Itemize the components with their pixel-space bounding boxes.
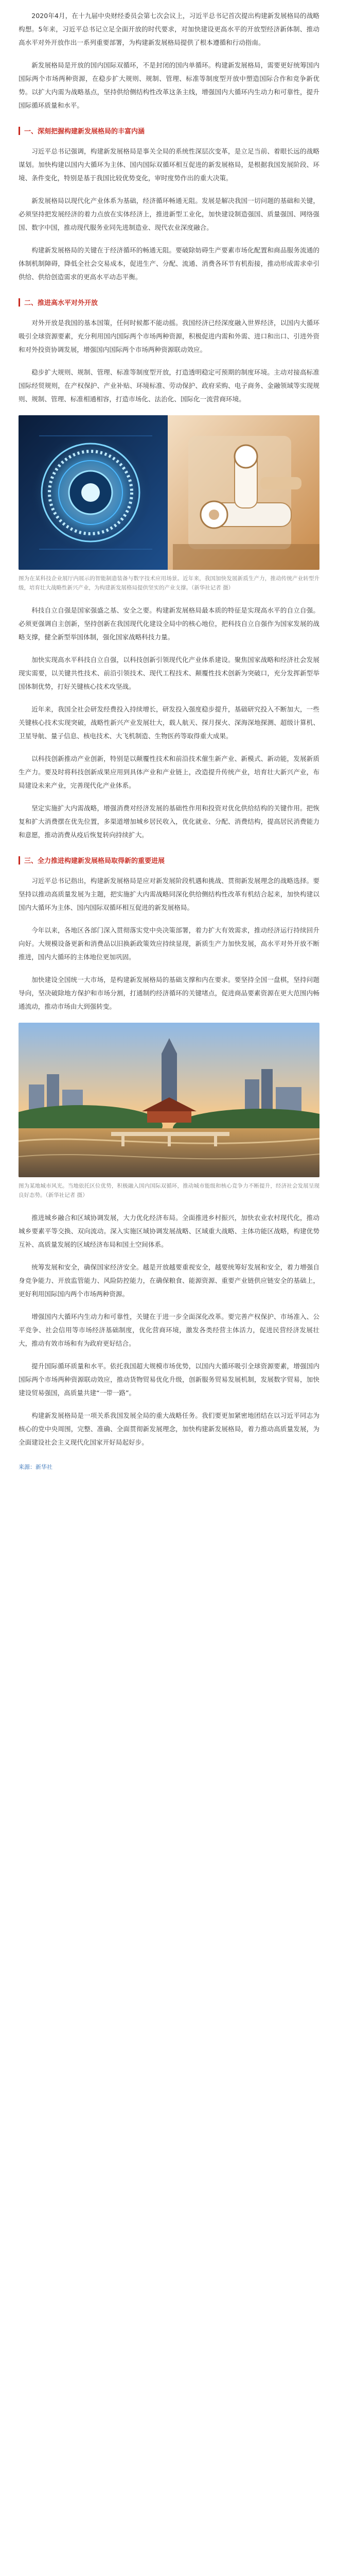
article-paragraph: 构建新发展格局的关键在于经济循环的畅通无阻。要破除妨碍生产要素市场化配置和商品服务流通的体制机制障碍，降低全社会交易成本，促进生产、分配、流通、消费各环节有机衔接，推动形成需求牵引供给、供给创造需求的更高水平动态平衡。 bbox=[19, 246, 319, 281]
article-paragraph: 习近平总书记指出，构建新发展格局是应对新发展阶段机遇和挑战、贯彻新发展理念的战略选择。要坚持以推动高质量发展为主题，把实施扩大内需战略同深化供给侧结构性改革有机结合起来，加快构建以国内大循环为主体、国内国际双循环相互促进的新发展格局。 bbox=[19, 877, 319, 911]
article-paragraph: 新发展格局以现代化产业体系为基础，经济循环畅通无阻。发展是解决我国一切问题的基础和关键，必须坚持把发展经济的着力点放在实体经济上，推进新型工业化，加快建设制造强国、质量强国、网络强国、数字中国，推动现代服务业同先进制造业、现代农业深度融合。 bbox=[19, 197, 319, 231]
cityscape-photo bbox=[19, 1023, 319, 1177]
section-heading-text: 三、全力推进构建新发展格局取得新的重要进展 bbox=[24, 857, 165, 865]
article-paragraph: 习近平总书记强调，构建新发展格局是事关全局的系统性深层次变革，是立足当前、着眼长远的战略谋划。加快构建以国内大循环为主体、国内国际双循环相互促进的新发展格局，是根据我国发展阶段、环境、条件变化，特别是基于我国比较优势变化，审时度势作出的重大决策。 bbox=[19, 147, 319, 182]
article-paragraph: 今年以来，各地区各部门深入贯彻落实党中央决策部署，着力扩大有效需求，推动经济运行持续回升向好。大规模设备更新和消费品以旧换新政策效应持续显现，新质生产力加快发展，高水平对外开放不断推进，国内大循环的主体地位更加巩固。 bbox=[19, 926, 319, 961]
article-paragraph: 对外开放是我国的基本国策，任何时候都不能动摇。我国经济已经深度融入世界经济，以国内大循环吸引全球资源要素，充分利用国内国际两个市场两种资源，积极促进内需和外需、进口和出口、引进外资和对外投资协调发展，增强国内国际两个市场两种资源联动效应。 bbox=[19, 319, 319, 353]
figure-technology bbox=[19, 415, 319, 592]
article-paragraph: 科技自立自强是国家强盛之基、安全之要。构建新发展格局最本质的特征是实现高水平的自立自强。必须更强调自主创新，坚持创新在我国现代化建设全局中的核心地位，把科技自立自强作为国家发展的战略支撑，健全新型举国体制，强化国家战略科技力量。 bbox=[19, 606, 319, 641]
article-paragraph: 坚定实施扩大内需战略，增强消费对经济发展的基础性作用和投资对优化供给结构的关键作用。把恢复和扩大消费摆在优先位置，多渠道增加城乡居民收入，优化就业、分配、消费结构，提高居民消费能力和意愿，推动消费从疫后恢复转向持续扩大。 bbox=[19, 804, 319, 839]
figure-caption: 图为某地城市风光。当地依托区位优势，积极融入国内国际双循环，推动城市能级和核心竞争力不断提升，经济社会发展呈现良好态势。（新华社记者 摄） bbox=[19, 1183, 319, 1198]
article-paragraph: 推进城乡融合和区域协调发展，大力优化经济布局。全面推进乡村振兴，加快农业农村现代化，推动城乡要素平等交换、双向流动。深入实施区域协调发展战略、区域重大战略、主体功能区战略，构建优势互补、高质量发展的区域经济布局和国土空间体系。 bbox=[19, 1214, 319, 1248]
section-heading bbox=[19, 297, 319, 307]
article-paragraph: 新发展格局是开放的国内国际双循环，不是封闭的国内单循环。构建新发展格局，需要更好统筹国内国际两个市场两种资源，在稳步扩大规则、规制、管理、标准等制度型开放中塑造国际合作和竞争新优势。以扩大内需为战略基点，坚持供给侧结构性改革这条主线，增强国内大循环内生动力和可靠性，提升国际循环质量和水平。 bbox=[19, 61, 319, 109]
section-heading bbox=[19, 855, 319, 865]
heading-accent-bar bbox=[19, 127, 20, 135]
heading-accent-bar bbox=[19, 856, 20, 865]
article-paragraph: 提升国际循环质量和水平。依托我国超大规模市场优势，以国内大循环吸引全球资源要素，增强国内国际两个市场两种资源联动效应，推动货物贸易优化升级，创新服务贸易发展机制，发展数字贸易，加快建设贸易强国，高质量共建“一带一路”。 bbox=[19, 1362, 319, 1397]
article-paragraph: 增强国内大循环内生动力和可靠性，关键在于进一步全面深化改革。要完善产权保护、市场准入、公平竞争、社会信用等市场经济基础制度，优化营商环境，激发各类经营主体活力，促进民营经济发展壮大，推动有效市场和有为政府更好结合。 bbox=[19, 1313, 319, 1347]
article-paragraph: 稳步扩大规则、规制、管理、标准等制度型开放，打造透明稳定可预期的制度环境。主动对接高标准国际经贸规则，在产权保护、产业补贴、环境标准、劳动保护、政府采购、电子商务、金融领域等实现规则、规制、管理、标准相通相容，打造市场化、法治化、国际化一流营商环境。 bbox=[19, 368, 319, 403]
source-label: 来源：新华社 bbox=[19, 1464, 52, 1470]
technology-illustration bbox=[19, 415, 319, 570]
cityscape-illustration bbox=[19, 1023, 319, 1177]
article-paragraph: 近年来，我国全社会研发经费投入持续增长，研发投入强度稳步提升，基础研究投入不断加大，一些关键核心技术实现突破，战略性新兴产业发展壮大，载人航天、探月探火、深海深地探测、超级计算机、卫星导航、量子信息、核电技术、大飞机制造、生物医药等取得重大成果。 bbox=[19, 705, 319, 740]
article-paragraph: 加快建设全国统一大市场，是构建新发展格局的基础支撑和内在要求。要坚持全国一盘棋，坚持问题导向，坚决破除地方保护和市场分割，打通制约经济循环的关键堵点，促进商品要素资源在更大范围内畅通流动，推动市场由大到强转变。 bbox=[19, 976, 319, 1010]
article-source bbox=[19, 1463, 319, 1471]
figure-caption: 图为在某科技企业展厅内展示的智能制造装备与数字技术应用场景。近年来，我国加快发展新质生产力，推动传统产业转型升级，培育壮大战略性新兴产业，为构建新发展格局提供坚实的产业支撑。（新华社记者 摄） bbox=[19, 575, 319, 591]
figure-cityscape bbox=[19, 1023, 319, 1200]
section-heading-text: 二、推进高水平对外开放 bbox=[24, 299, 98, 307]
article-paragraph: 统筹发展和安全，确保国家经济安全。越是开放越要重视安全，越要统筹好发展和安全，着力增强自身竞争能力、开放监管能力、风险防控能力，在确保粮食、能源资源、重要产业链供应链安全的基础上，更好利用国际国内两个市场两种资源。 bbox=[19, 1263, 319, 1298]
section-heading bbox=[19, 126, 319, 135]
article-paragraph: 构建新发展格局是一项关系我国发展全局的重大战略任务。我们要更加紧密地团结在以习近平同志为核心的党中央周围，完整、准确、全面贯彻新发展理念，加快构建新发展格局，着力推动高质量发展，为全面建设社会主义现代化国家开好局起好步。 bbox=[19, 1412, 319, 1446]
article-paragraph: 加快实现高水平科技自立自强，以科技创新引领现代化产业体系建设。聚焦国家战略和经济社会发展现实需要，以关键共性技术、前沿引领技术、现代工程技术、颠覆性技术创新为突破口，充分发挥新型举国体制优势，打好关键核心技术攻坚战。 bbox=[19, 656, 319, 690]
technology-photo bbox=[19, 415, 319, 570]
section-heading-text: 一、深刻把握构建新发展格局的丰富内涵 bbox=[24, 128, 145, 135]
article-paragraph: 2020年4月，在十九届中央财经委员会第七次会议上，习近平总书记首次提出构建新发展格局的战略构想。5年来，习近平总书记立足全面开放的时代要求，对加快建设更高水平的开放型经济新体制、推动高水平对外开放作出一系列重要部署，为构建新发展格局提供了根本遵循和行动指南。 bbox=[19, 12, 319, 46]
heading-accent-bar bbox=[19, 298, 20, 307]
article-paragraph: 以科技创新推动产业创新，特别是以颠覆性技术和前沿技术催生新产业、新模式、新动能，发展新质生产力。要及时将科技创新成果应用到具体产业和产业链上，改造提升传统产业，培育壮大新兴产业，布局建设未来产业，完善现代化产业体系。 bbox=[19, 755, 319, 789]
